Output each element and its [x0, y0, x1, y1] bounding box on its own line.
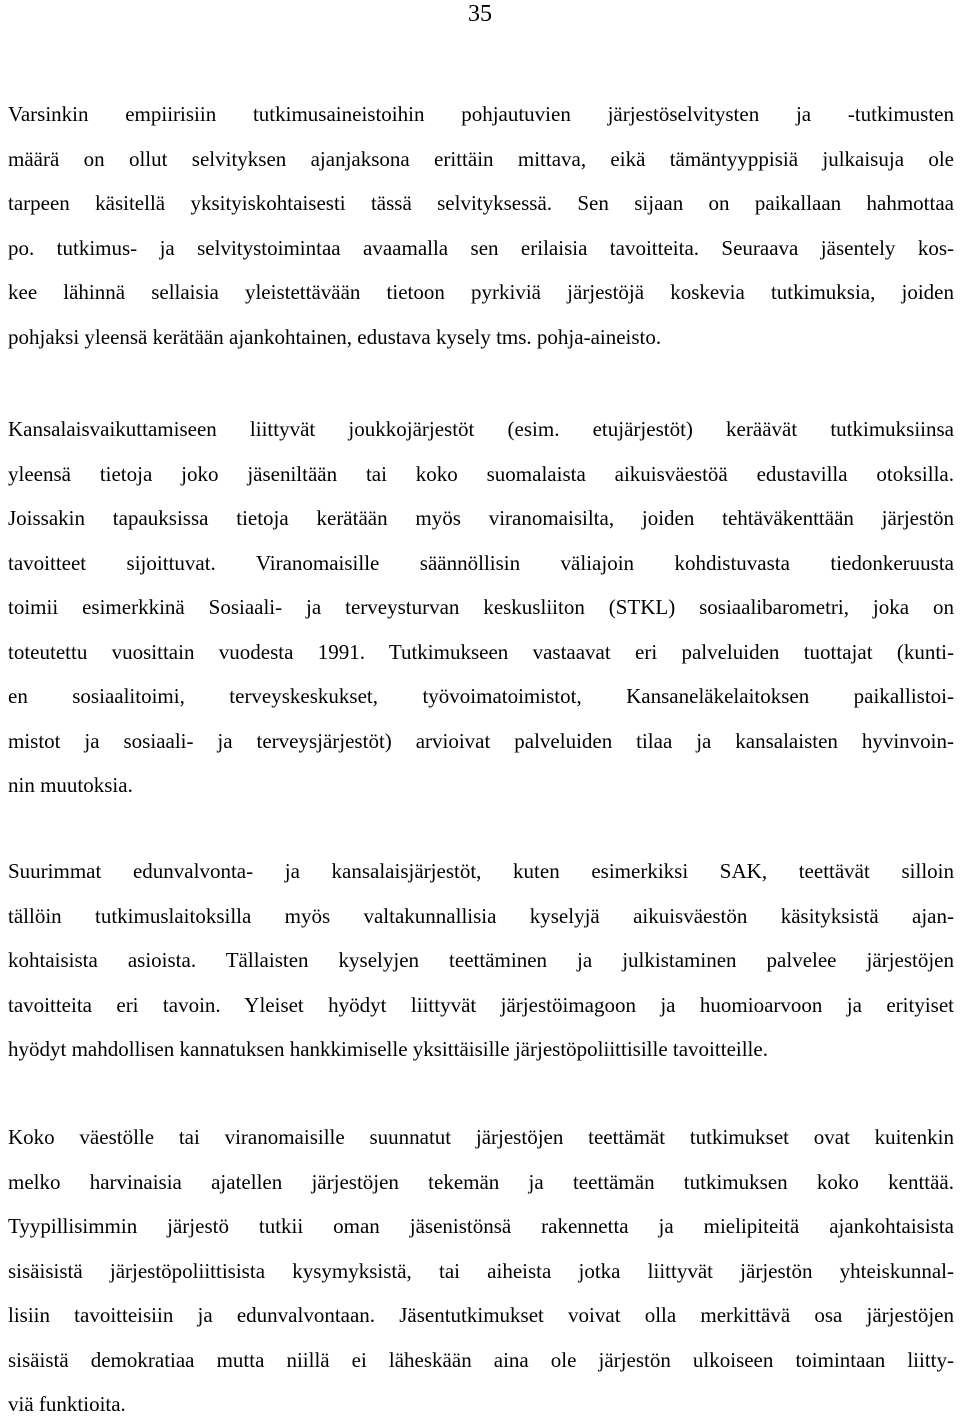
text-line: hyödyt mahdollisen kannatuksen hankkimiselle yksittäisille järjestöpoliittisille tavoitteille.: [8, 1037, 768, 1061]
text-line: nin muutoksia.: [8, 773, 133, 797]
page-number: 35: [468, 1, 492, 27]
text-line: po. tutkimus- ja selvitystoimintaa avaamalla sen erilaisia tavoitteita. Seuraava jäsentely kos-: [8, 235, 954, 260]
text-line: tavoitteita eri tavoin. Yleiset hyödyt liittyvät järjestöimagoon ja huomioarvoon ja erityiset: [8, 992, 954, 1017]
text-line: yleensä tietoja joko jäseniltään tai koko suomalaista aikuisväestöä edustavilla otoksilla.: [8, 461, 954, 486]
text-line: toimii esimerkkinä Sosiaali- ja terveysturvan keskusliiton (STKL) sosiaalibarometri, joka on: [8, 595, 954, 619]
text-line: Suurimmat edunvalvonta- ja kansalaisjärjestöt, kuten esimerkiksi SAK, teettävät silloin: [8, 859, 954, 883]
paragraph-4: [8, 1115, 954, 1427]
paragraph-2: [8, 407, 954, 808]
text-line: Varsinkin empiirisiin tutkimusaineistoihin pohjautuvien järjestöselvitysten ja -tutkimusten: [8, 102, 954, 126]
text-line: tavoitteet sijoittuvat. Viranomaisille säännöllisin väliajoin kohdistuvasta tiedonkeruusta: [8, 550, 954, 575]
text-line: tällöin tutkimuslaitoksilla myös valtakunnallisia kyselyjä aikuisväestön käsityksistä ajan-: [8, 903, 954, 928]
text-line: Kansalaisvaikuttamiseen liittyvät joukkojärjestöt (esim. etujärjestöt) keräävät tutkimuksiinsa: [8, 417, 954, 441]
text-line: määrä on ollut selvityksen ajanjaksona erittäin mittava, eikä tämäntyyppisiä julkaisuja ole: [8, 146, 954, 171]
text-line: mistot ja sosiaali- ja terveysjärjestöt) arvioivat palveluiden tilaa ja kansalaisten hyvinvoin-: [8, 728, 954, 753]
text-line: pohjaksi yleensä kerätään ajankohtainen, edustava kysely tms. pohja-aineisto.: [8, 324, 662, 349]
paragraph-3: [8, 849, 954, 1072]
text-line: Koko väestölle tai viranomaisille suunnatut järjestöjen teettämät tutkimukset ovat kuitenkin: [8, 1125, 954, 1149]
text-line: sisäistä demokratiaa mutta niillä ei läheskään aina ole järjestön ulkoiseen toimintaan liitty-: [8, 1347, 954, 1372]
text-line: Joissakin tapauksissa tietoja kerätään myös viranomaisilta, joiden tehtäväkenttään järjestön: [8, 506, 954, 530]
text-line: tarpeen käsitellä yksityiskohtaisesti tässä selvityksessä. Sen sijaan on paikallaan hahmottaa: [8, 191, 954, 215]
text-line: en sosiaalitoimi, terveyskeskukset, työvoimatoimistot, Kansaneläkelaitoksen paikallistoi-: [8, 684, 954, 708]
text-line: kohtaisista asioista. Tällaisten kyselyjen teettäminen ja julkistaminen palvelee järjestöjen: [8, 948, 954, 972]
text-line: toteutettu vuosittain vuodesta 1991. Tutkimukseen vastaavat eri palveluiden tuottajat (kunti-: [8, 639, 954, 664]
text-line: Tyypillisimmin järjestö tutkii oman jäsenistönsä rakennetta ja mielipiteitä ajankohtaisista: [8, 1214, 954, 1238]
text-line: lisiin tavoitteisiin ja edunvalvontaan. Jäsentutkimukset voivat olla merkittävä osa järjestöjen: [8, 1303, 954, 1327]
text-line: melko harvinaisia ajatellen järjestöjen tekemän ja teettämän tutkimuksen koko kenttää.: [8, 1169, 954, 1194]
text-line: kee lähinnä sellaisia yleistettävään tietoon pyrkiviä järjestöjä koskevia tutkimuksia, joiden: [8, 280, 954, 304]
paragraph-1: [8, 92, 954, 359]
text-line: viä funktioita.: [8, 1392, 126, 1416]
text-line: sisäisistä järjestöpoliittisista kysymyksistä, tai aiheista jotka liittyvät järjestön yhteiskunnal-: [8, 1258, 954, 1283]
